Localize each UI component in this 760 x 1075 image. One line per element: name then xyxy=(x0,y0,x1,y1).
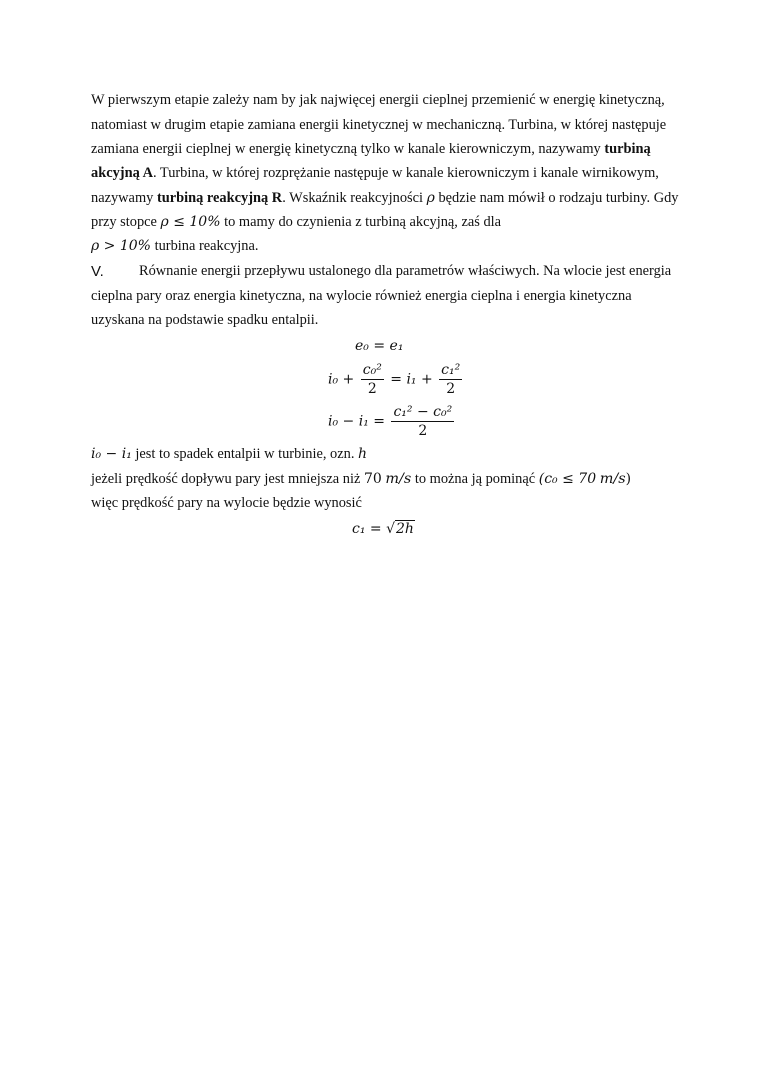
text: jest to spadek entalpii w turbinie, ozn. xyxy=(131,446,359,462)
numerator: c₁² xyxy=(441,362,461,378)
section-number: V. xyxy=(91,263,104,280)
section-numeral xyxy=(91,263,104,281)
paragraph-line-3 xyxy=(91,141,651,158)
text: uzyskana na podstawie spadku entalpii. xyxy=(91,312,319,328)
math-paren: ) xyxy=(625,471,632,487)
text: W pierwszym etapie zależy nam by jak najwięcej energii cieplnej przemienić w energię kinetyczną, xyxy=(91,92,665,108)
equation-left: c₁ = xyxy=(352,521,387,537)
fraction xyxy=(391,404,454,439)
paragraph-line-4 xyxy=(91,165,659,182)
text: to mamy do czynienia z turbiną akcyjną, zaś dla xyxy=(220,214,502,230)
text: to można ją pominąć xyxy=(411,471,539,487)
math-inline: ρ > 10% xyxy=(91,238,151,254)
fraction xyxy=(361,362,384,397)
unit: m/s xyxy=(385,471,412,487)
text: nazywamy xyxy=(91,190,157,206)
bold-term: turbiną reakcyjną R xyxy=(156,190,283,206)
numerator: c₁² − c₀² xyxy=(393,404,453,420)
text: jeżeli prędkość dopływu pary jest mniejsza niż xyxy=(91,471,364,487)
paragraph-line-7 xyxy=(91,238,258,255)
paragraph-line-6 xyxy=(91,214,501,231)
bold-term: akcyjną A xyxy=(91,165,153,181)
denominator: 2 xyxy=(367,381,377,397)
sqrt-sign: √ xyxy=(386,521,396,537)
paragraph-line-2 xyxy=(91,117,666,134)
bold-term: turbiną xyxy=(604,141,651,157)
text: przy stopce xyxy=(91,214,161,230)
text: więc prędkość pary na wylocie będzie wynosić xyxy=(91,495,362,511)
denominator: 2 xyxy=(418,423,428,439)
fraction xyxy=(439,362,462,397)
numerator: c₀² xyxy=(362,362,382,378)
math-value: 70 xyxy=(363,471,382,487)
equation-text: e₀ = e₁ xyxy=(355,338,404,354)
after-line-3 xyxy=(91,495,362,512)
section-line-3 xyxy=(91,312,318,329)
sqrt-argument: 2h xyxy=(396,521,414,537)
equation-energy-balance xyxy=(355,338,403,354)
text: zamiana energii cieplnej w energię kinetyczną tylko w kanale kierowniczym, nazywamy xyxy=(91,141,605,157)
text: . Wskaźnik reakcyjności xyxy=(282,190,427,206)
equation-outlet-velocity xyxy=(352,521,415,537)
unit: m/s xyxy=(599,471,626,487)
equation-left: i₀ + xyxy=(328,371,355,388)
section-line-2 xyxy=(91,288,632,305)
text: natomiast w drugim etapie zamiana energii kinetycznej w mechaniczną. Turbina, w której następuje xyxy=(91,117,667,133)
after-line-2 xyxy=(91,471,631,488)
math-inline: (c₀ ≤ 70 xyxy=(538,471,597,487)
paragraph-line-1 xyxy=(91,92,665,109)
math-inline: ρ ≤ 10% xyxy=(160,214,221,230)
math-inline: i₀ − i₁ xyxy=(91,446,132,462)
equation-enthalpy-drop xyxy=(328,404,456,439)
math-h: h xyxy=(358,446,368,462)
text: turbina reakcyjna. xyxy=(150,238,259,254)
text: cieplna pary oraz energia kinetyczna, na wylocie również energia cieplna i energia kinetyczna xyxy=(91,288,632,304)
equation-mid: = i₁ + xyxy=(390,371,433,388)
text: . Turbina, w której rozprężanie następuje w kanale kierowniczym i kanale wirnikowym, xyxy=(152,165,659,181)
section-line-1 xyxy=(139,263,671,280)
paragraph-line-5 xyxy=(91,190,679,207)
after-line-1 xyxy=(91,446,367,463)
math-rho: ρ xyxy=(426,190,435,206)
denominator: 2 xyxy=(446,381,456,397)
equation-enthalpy-kinetic xyxy=(328,362,464,397)
text: będzie nam mówił o rodzaju turbiny. Gdy xyxy=(434,190,679,206)
text: Równanie energii przepływu ustalonego dla parametrów właściwych. Na wlocie jest energia xyxy=(139,263,672,279)
equation-left: i₀ − i₁ = xyxy=(328,413,385,430)
